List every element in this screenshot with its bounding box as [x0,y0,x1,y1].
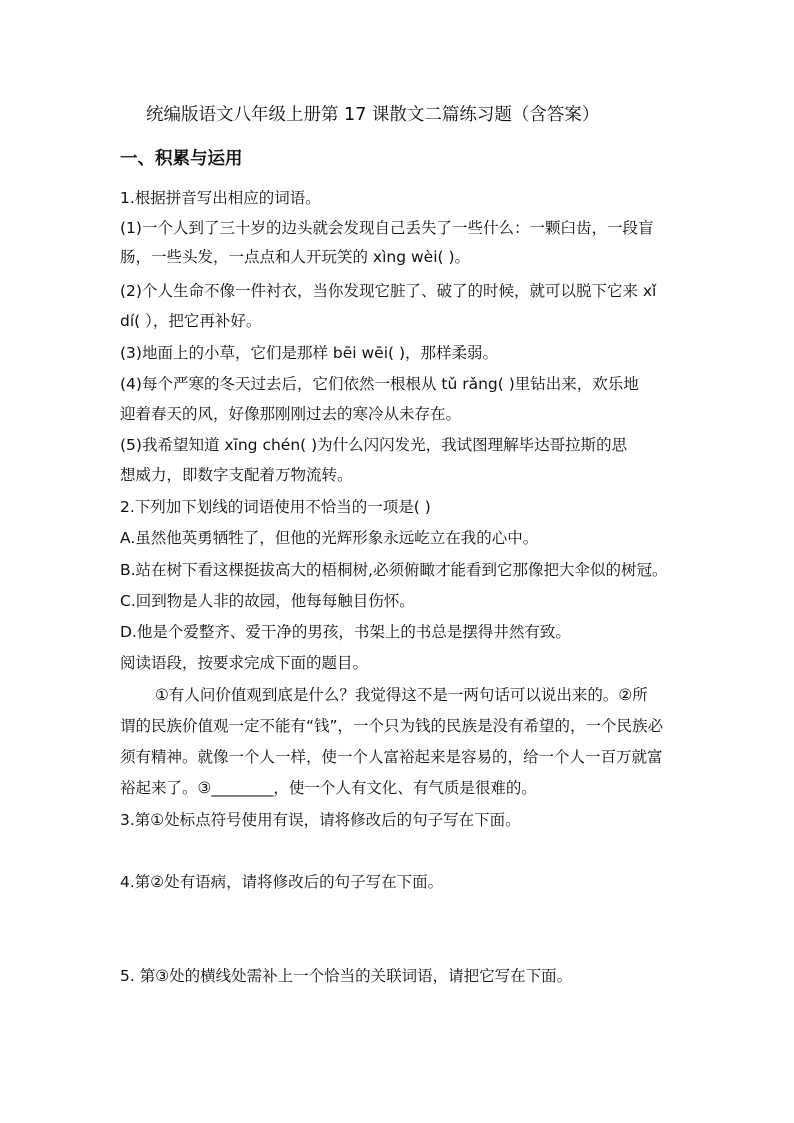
question-1-item-1-line-2: 肠，一些头发，一点点和人开玩笑的 xìng wèi( )。 [120,248,471,266]
question-2-option-d: D.他是个爱整齐、爱干净的男孩，书架上的书总是摆得井然有致。 [120,623,571,641]
question-1-item-4-line-1: (4)每个严寒的冬天过去后，它们依然一根根从 tǔ rǎng( )里钻出来，欢乐地 [120,375,639,393]
question-1-item-5-line-2: 想威力，即数字支配着万物流转。 [120,466,353,484]
question-1-item-1-line-1: (1)一个人到了三十岁的边头就会发现自己丢失了一些什么：一颗臼齿，一段盲 [120,219,654,237]
reading-intro: 阅读语段，按要求完成下面的题目。 [120,654,369,672]
question-2-stem: 2.下列加下划线的词语使用不恰当的一项是( ) [120,498,431,516]
reading-passage-line-2: 谓的民族价值观一定不能有“钱”，一个只为钱的民族是没有希望的，一个民族必 [120,717,664,735]
section-heading: 一、积累与运用 [120,149,243,169]
question-4: 4.第②处有语病，请将修改后的句子写在下面。 [120,873,444,891]
question-3: 3.第①处标点符号使用有误，请将修改后的句子写在下面。 [120,811,521,829]
question-2-option-a: A.虽然他英勇牺牲了，但他的光辉形象永远屹立在我的心中。 [120,529,539,547]
question-5: 5. 第③处的横线处需补上一个恰当的关联词语，请把它写在下面。 [120,967,573,985]
question-1-item-3: (3)地面上的小草，它们是那样 bēi wēi( )，那样柔弱。 [120,344,499,362]
question-1-item-2-line-2: dí( ），把它再补好。 [120,312,262,330]
question-2-option-b: B.站在树下看这棵挺拔高大的梧桐树,必须俯瞰才能看到它那像把大伞似的树冠。 [120,561,668,579]
question-1-stem: 1.根据拼音写出相应的词语。 [120,189,321,207]
question-1-item-2-line-1: (2)个人生命不像一件衬衣，当你发现它脏了、破了的时候，就可以脱下它来 xǐ [120,282,657,300]
question-1-item-5-line-1: (5)我希望知道 xīng chén( )为什么闪闪发光，我试图理解毕达哥拉斯的思 [120,436,628,454]
reading-passage-line-1: ①有人问价值观到底是什么？我觉得这不是一两句话可以说出来的。②所 [155,686,648,704]
reading-passage-line-4: 裕起来了。③________，使一个人有文化、有气质是很难的。 [120,779,537,797]
reading-passage-line-3: 须有精神。就像一个人一样，使一个人富裕起来是容易的，给一个人一百万就富 [120,748,663,766]
question-2-option-c: C.回到物是人非的故园，他每每触目伤怀。 [120,592,415,610]
page-title: 统编版语文八年级上册第 17 课散文二篇练习题（含答案） [146,105,600,125]
question-1-item-4-line-2: 迎着春天的风，好像那刚刚过去的寒冷从未存在。 [120,405,462,423]
